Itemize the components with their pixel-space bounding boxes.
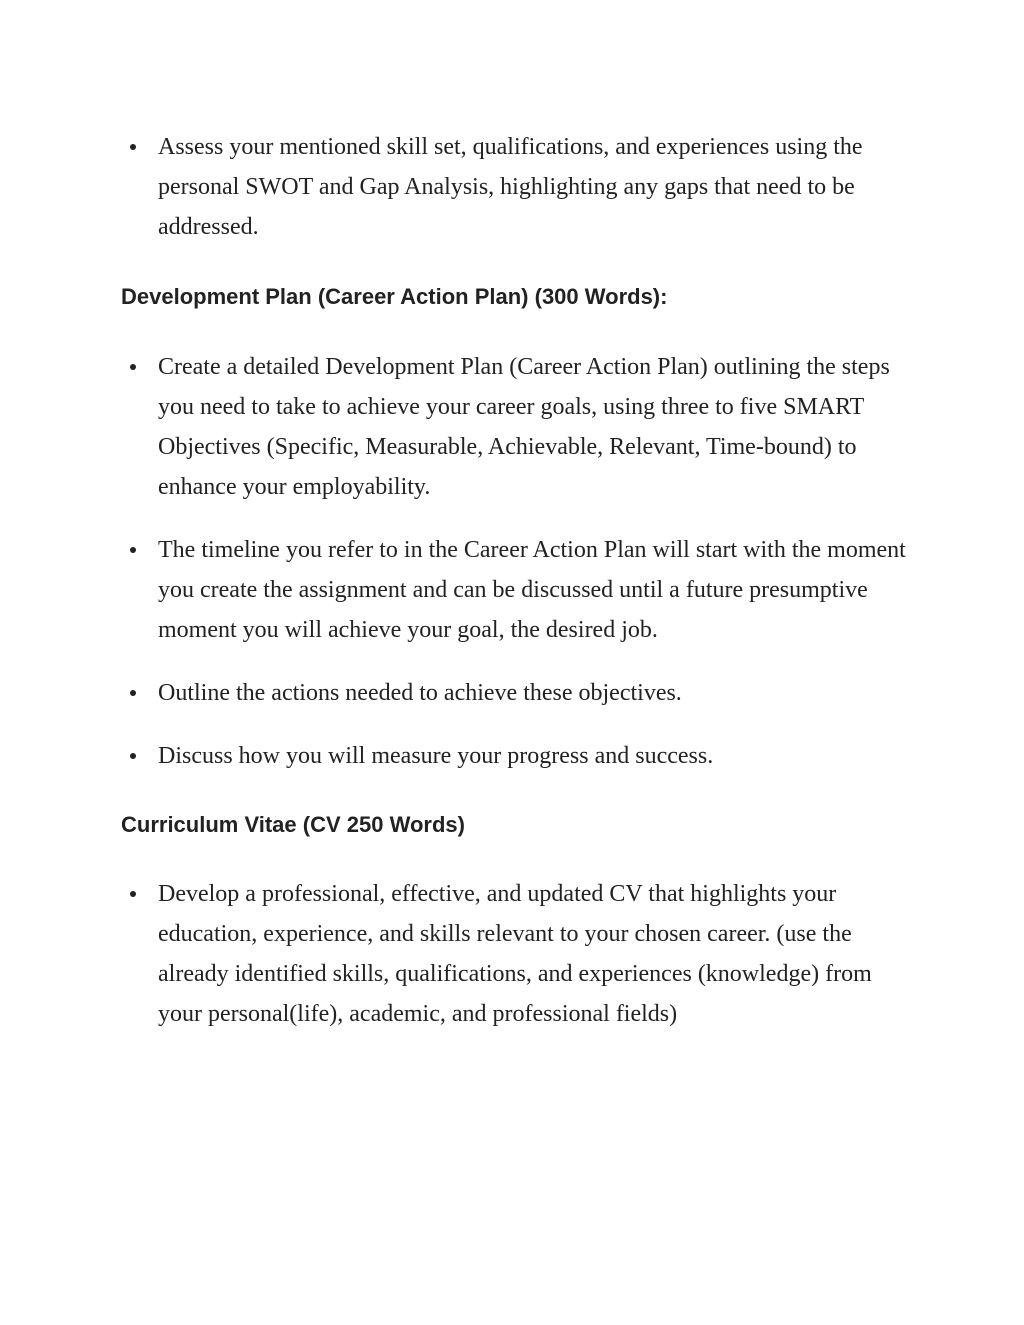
curriculum-vitae-bullet-list	[121, 874, 911, 1034]
list-item	[121, 874, 911, 1034]
list-item	[121, 736, 911, 776]
list-item	[121, 127, 911, 247]
document-content	[121, 127, 911, 1034]
section-heading-development-plan: Development Plan (Career Action Plan) (300 Words):	[121, 284, 668, 309]
bullet-icon	[130, 547, 136, 553]
intro-bullet-list	[121, 127, 911, 247]
bullet-icon	[130, 364, 136, 370]
list-item-text: Assess your mentioned skill set, qualifications, and experiences using the personal SWOT and Gap Analysis, highlighting any gaps that need to be addressed.	[158, 134, 863, 240]
list-item-text: Discuss how you will measure your progress and success.	[158, 743, 714, 769]
list-item	[121, 673, 911, 713]
list-item	[121, 347, 911, 507]
bullet-icon	[130, 891, 136, 897]
bullet-icon	[130, 144, 136, 150]
bullet-icon	[130, 690, 136, 696]
development-plan-bullet-list	[121, 347, 911, 776]
list-item-text: Create a detailed Development Plan (Career Action Plan) outlining the steps you need to take to achieve your career goals, using three to five SMART Objectives (Specific, Measurable, Achievable, Relevant, Time-bound) to enhance your employability.	[158, 354, 890, 500]
list-item-text: Outline the actions needed to achieve these objectives.	[158, 680, 682, 706]
section-heading-curriculum-vitae: Curriculum Vitae (CV 250 Words)	[121, 812, 465, 837]
list-item-text: Develop a professional, effective, and updated CV that highlights your education, experience, and skills relevant to your chosen career. (use the already identified skills, qualifications, and experiences (knowledge) from your personal(life), academic, and professional fields)	[158, 881, 872, 1027]
list-item-text: The timeline you refer to in the Career Action Plan will start with the moment you create the assignment and can be discussed until a future presumptive moment you will achieve your goal, the desired job.	[158, 537, 906, 643]
list-item	[121, 530, 911, 650]
bullet-icon	[130, 753, 136, 759]
